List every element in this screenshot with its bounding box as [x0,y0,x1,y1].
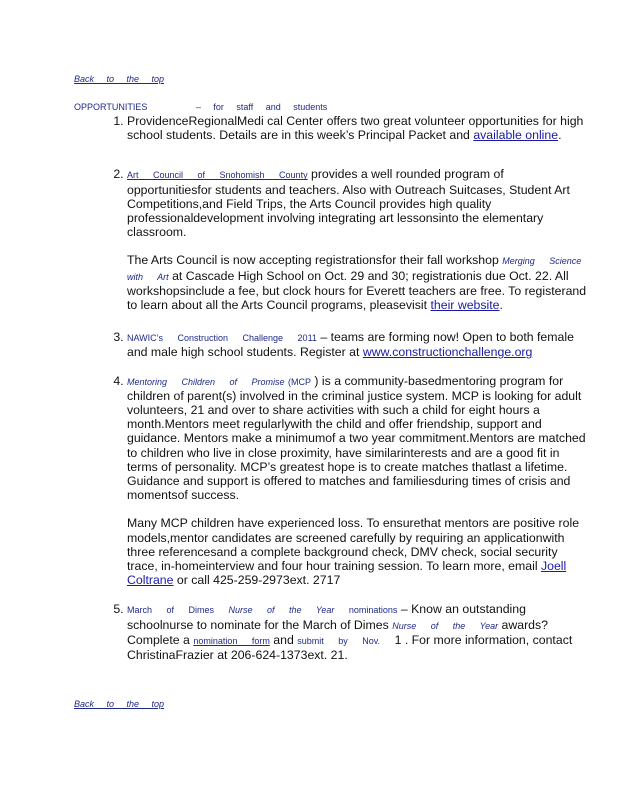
item-text: 1 . For more information, contact ChristinaFrazier at 206-624-1373ext. 21. [127,632,573,663]
heading-title: OPPORTUNITIES [74,102,148,112]
back-to-top-link[interactable]: Back to the top [74,699,165,709]
item-text: at Cascade High School on Oct. 29 and 30; registrationis due Oct. 22. All workshopsinclude a fee, but clock hours for Everett teachers are free. To registerand to learn about all the Arts Council programs, pleasevisit [127,268,587,313]
back-to-top-link[interactable]: Back to the top [74,74,165,84]
item-abbr: (MCP [287,376,311,387]
heading-subtitle: – for staff and students [195,102,328,112]
item-text: . [499,298,503,313]
item-text: – Know an outstanding schoolnurse to nominate for the March of Dimes [127,602,526,632]
item-text: ) is a community-basedmentoring program for children of parent(s) involved in the criminal justice system. MCP is looking for adult volunteers, 21 and over to share activities with such a child for eight hours a month.Mentors meet regularlywith the child and offer friendship, support and guidance. Mentors make a minimumof a two year commitment.Mentors are matched to children who live in close proximity, have similarinterests and are a good fit in terms of personality. MCP’s greatest hope is to create matches thatlast a lifetime. Guidance and support is offered to matches and familiesduring times of crisis and momentsof success. [127,373,586,503]
list-item [127,167,589,312]
item-text: ProvidenceRegionalMedi cal Center offers two great volunteer opportunities for high school students. Details are in this week’s Principal Packet and [127,114,584,143]
item-title-italic: Nurse of the Year [228,605,335,616]
list-item [127,602,589,662]
item-text: awards? Complete a [127,617,548,647]
nomination-form-link[interactable]: nomination form [193,635,270,646]
arts-council-website-link[interactable]: their website [430,298,500,313]
item-text: Many MCP children have experienced loss. To ensurethat mentors are positive role models,mentor candidates are screened carefully by requiring an applicationwith three referencesand a complete background check, DMV check, social security trace, in-homeinterview and four hour training session. To learn more, email [127,516,580,574]
list-item [127,374,589,588]
list-item [127,114,589,142]
workshop-title: Merging Science with Art [127,256,582,282]
item-text: and [269,632,298,647]
item-title: nominations [334,605,398,616]
item-title: March of Dimes [127,605,229,616]
item-title: Mentoring Children of Promise [127,376,285,387]
item-text-italic: Nurse of the Year [392,620,499,631]
item-text: – teams are forming now! Open to both female and male high school students. Register at [127,330,574,360]
item-text: or call 425-259-2973ext. 2717 [173,573,341,588]
opportunities-list [110,114,589,676]
submit-text: submit by Nov. [297,635,395,646]
item-title: NAWIC’s Construction Challenge 2011 [127,333,317,344]
available-online-link[interactable]: available online [473,128,559,143]
arts-council-link[interactable]: Art Council of Snohomish County [127,170,308,181]
section-heading [74,102,327,112]
construction-challenge-link[interactable]: www.constructionchallenge.org [362,345,533,360]
email-link[interactable]: Joell Coltrane [127,559,567,588]
list-item [127,330,589,359]
item-text: provides a well rounded program of opportunitiesfor students and teachers. Also with Outreach Suitcases, Student Art Competitions,and Field Trips, the Arts Council provides high quality professionaldevelopment involving integrating art lessonsinto the elementary classroom. [127,167,570,240]
item-text: The Arts Council is now accepting registrationsfor their fall workshop [127,253,503,268]
item-text: . [558,128,562,143]
